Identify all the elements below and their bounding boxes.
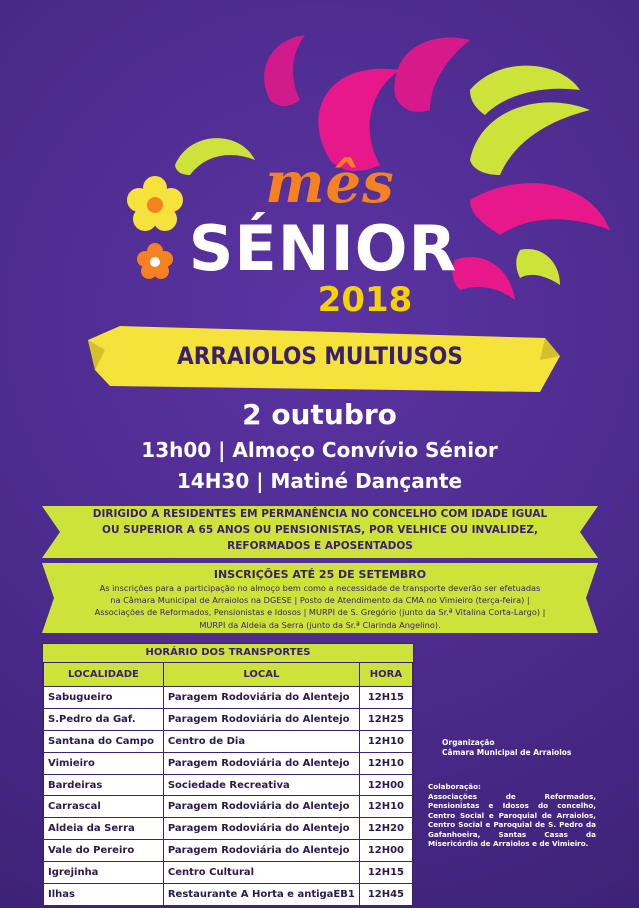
header-localidade: LOCALIDADE xyxy=(44,663,164,687)
table-row xyxy=(44,708,413,730)
magenta-splash xyxy=(470,183,610,235)
cell-hora: 12H15 xyxy=(359,862,412,884)
cell-localidade: Vimieiro xyxy=(44,752,164,774)
organization-block xyxy=(442,738,571,758)
cell-hora: 12H10 xyxy=(359,796,412,818)
table-row xyxy=(44,752,413,774)
registration-line: MURPI da Aldeia da Serra (junto da Sr.ª Clarinda Angelino). xyxy=(199,619,441,630)
eligibility-line: OU SUPERIOR A 65 ANOS OU PENSIONISTAS, POR VELHICE OU INVALIDEZ, xyxy=(102,524,538,536)
registration-box xyxy=(42,562,598,634)
orange-flower xyxy=(137,243,173,279)
cell-hora: 12H20 xyxy=(359,818,412,840)
cell-localidade: Aldeia da Serra xyxy=(44,818,164,840)
cell-local: Paragem Rodoviária do Alentejo xyxy=(163,818,359,840)
magenta-splash xyxy=(395,37,470,111)
collaboration-block xyxy=(428,782,596,849)
cell-localidade: Vale do Pereiro xyxy=(44,840,164,862)
collaboration-label: Colaboração: xyxy=(428,782,481,791)
transport-table xyxy=(43,662,413,906)
registration-line: As inscrições para a participação no almoço bem como a necessidade de transporte deverão ser efetuadas xyxy=(99,583,541,593)
cell-local: Paragem Rodoviária do Alentejo xyxy=(163,796,359,818)
table-row xyxy=(44,884,413,906)
cell-local: Sociedade Recreativa xyxy=(163,774,359,796)
registration-line: na Câmara Municipal de Arraiolos na DGESE | Posto de Atendimento da CMA no Vimieiro (terça-feira) | xyxy=(110,595,530,606)
cell-localidade: Ilhas xyxy=(44,884,164,906)
cell-local: Paragem Rodoviária do Alentejo xyxy=(163,840,359,862)
table-row xyxy=(44,774,413,796)
lime-splash xyxy=(175,138,255,175)
organization-name: Câmara Municipal de Arraiolos xyxy=(442,748,572,757)
cell-hora: 12H10 xyxy=(359,730,412,752)
table-row xyxy=(44,730,413,752)
event-dance: 14H30 | Matiné Dançante xyxy=(176,469,463,493)
title-senior: SÉNIOR xyxy=(188,212,458,285)
organization-label: Organização xyxy=(442,738,495,747)
cell-hora: 12H15 xyxy=(359,687,412,709)
cell-local: Paragem Rodoviária do Alentejo xyxy=(163,687,359,709)
eligibility-line: REFORMADOS E APOSENTADOS xyxy=(227,540,413,552)
header-hora: HORA xyxy=(359,663,412,687)
cell-localidade: Bardeiras xyxy=(44,774,164,796)
table-row xyxy=(44,818,413,840)
event-date: 2 outubro xyxy=(242,398,397,431)
cell-local: Paragem Rodoviária do Alentejo xyxy=(163,708,359,730)
table-header-row xyxy=(44,663,413,687)
table-row xyxy=(44,796,413,818)
transport-title: HORÁRIO DOS TRANSPORTES xyxy=(43,644,413,662)
registration-line: Associações de Reformados, Pensionistas e Idosos | MURPI de S. Gregório (junto da Sr.ª Vitalina Corta-Largo) | xyxy=(94,607,546,618)
lime-splash xyxy=(470,102,590,175)
registration-body xyxy=(64,582,576,631)
cell-hora: 12H00 xyxy=(359,840,412,862)
cell-localidade: Sabugueiro xyxy=(44,687,164,709)
cell-localidade: Santana do Campo xyxy=(44,730,164,752)
lime-splash xyxy=(516,249,560,285)
magenta-splash xyxy=(264,35,305,106)
title-mes: mês xyxy=(265,150,395,216)
table-row xyxy=(44,862,413,884)
cell-local: Paragem Rodoviária do Alentejo xyxy=(163,752,359,774)
cell-localidade: Carrascal xyxy=(44,796,164,818)
eligibility-line: DIRIGIDO A RESIDENTES EM PERMANÊNCIA NO CONCELHO COM IDADE IGUAL xyxy=(92,508,548,520)
cell-local: Centro Cultural xyxy=(163,862,359,884)
title-year: 2018 xyxy=(317,280,413,320)
yellow-flower xyxy=(127,176,183,231)
cell-localidade: S.Pedro da Gaf. xyxy=(44,708,164,730)
eligibility-box xyxy=(42,502,598,560)
table-row xyxy=(44,840,413,862)
cell-hora: 12H45 xyxy=(359,884,412,906)
table-row xyxy=(44,687,413,709)
cell-localidade: Igrejinha xyxy=(44,862,164,884)
venue-text: ARRAIOLOS MULTIUSOS xyxy=(177,342,463,370)
cell-hora: 12H25 xyxy=(359,708,412,730)
cell-hora: 12H00 xyxy=(359,774,412,796)
venue-banner xyxy=(95,322,545,392)
registration-title: INSCRIÇÕES ATÉ 25 DE SETEMBRO xyxy=(213,568,427,581)
cell-hora: 12H10 xyxy=(359,752,412,774)
eligibility-text xyxy=(82,506,558,554)
event-lunch: 13h00 | Almoço Convívio Sénior xyxy=(141,438,498,462)
collaboration-text: Associações de Reformados, Pensionistas e Idosos do concelho, Centro Social e Paroquial de Arraiolos, Centro Social e Paroquial de S. Pedro da Gafanhoeira, Santas Casas da Misericórdia de Arraiolos e de Vimieiro. xyxy=(428,791,596,848)
transport-schedule xyxy=(42,643,414,907)
cell-local: Restaurante A Horta e antigaEB1 xyxy=(163,884,359,906)
header-local: LOCAL xyxy=(163,663,359,687)
cell-local: Centro de Dia xyxy=(163,730,359,752)
